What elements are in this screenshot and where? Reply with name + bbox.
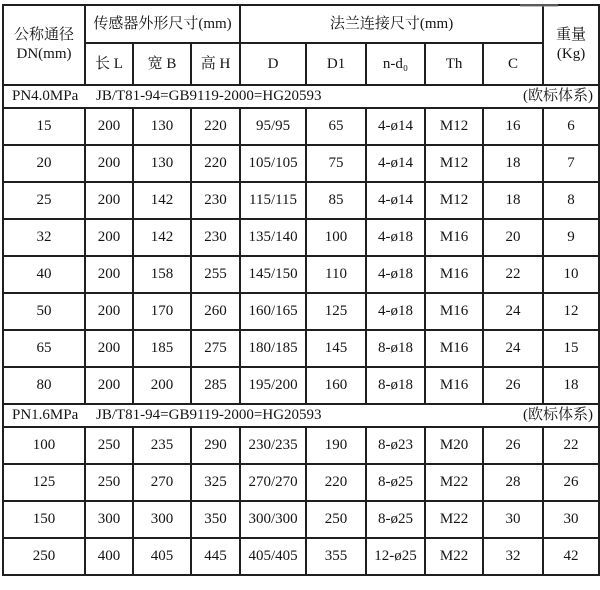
cell-width: 405 bbox=[133, 538, 191, 575]
cell-Th: M16 bbox=[425, 330, 483, 367]
section-bar-pn16 bbox=[3, 404, 599, 427]
header-weight-line1: 重量 bbox=[556, 27, 587, 44]
cell-D1: 75 bbox=[306, 145, 366, 182]
cell-Th: M22 bbox=[425, 464, 483, 501]
table-row bbox=[3, 464, 599, 501]
cell-nd0: 12-ø25 bbox=[366, 538, 425, 575]
cell-C: 24 bbox=[483, 293, 543, 330]
cell-C: 18 bbox=[483, 145, 543, 182]
cell-length: 200 bbox=[85, 367, 133, 404]
cell-weight: 9 bbox=[543, 219, 599, 256]
cell-dn: 15 bbox=[3, 108, 85, 145]
cell-nd0: 8-ø25 bbox=[366, 464, 425, 501]
cell-D: 270/270 bbox=[240, 464, 306, 501]
cell-nd0: 8-ø25 bbox=[366, 501, 425, 538]
header-weight bbox=[543, 5, 599, 85]
cell-nd0: 4-ø14 bbox=[366, 145, 425, 182]
cell-nd0: 4-ø18 bbox=[366, 219, 425, 256]
cell-D: 115/115 bbox=[240, 182, 306, 219]
cell-C: 16 bbox=[483, 108, 543, 145]
cell-width: 170 bbox=[133, 293, 191, 330]
cell-Th: M12 bbox=[425, 182, 483, 219]
cell-length: 400 bbox=[85, 538, 133, 575]
cell-Th: M16 bbox=[425, 256, 483, 293]
cell-C: 20 bbox=[483, 219, 543, 256]
cell-nd0: 8-ø18 bbox=[366, 367, 425, 404]
header-D1: D1 bbox=[306, 43, 366, 85]
cell-Th: M22 bbox=[425, 501, 483, 538]
cell-dn: 65 bbox=[3, 330, 85, 367]
cell-dn: 250 bbox=[3, 538, 85, 575]
cell-D1: 355 bbox=[306, 538, 366, 575]
table-row bbox=[3, 256, 599, 293]
cell-C: 22 bbox=[483, 256, 543, 293]
cell-C: 18 bbox=[483, 182, 543, 219]
cell-width: 200 bbox=[133, 367, 191, 404]
cell-C: 30 bbox=[483, 501, 543, 538]
cell-weight: 8 bbox=[543, 182, 599, 219]
header-D: D bbox=[240, 43, 306, 85]
cell-width: 270 bbox=[133, 464, 191, 501]
cell-Th: M16 bbox=[425, 219, 483, 256]
cell-weight: 15 bbox=[543, 330, 599, 367]
cell-width: 130 bbox=[133, 108, 191, 145]
cell-nd0: 8-ø23 bbox=[366, 427, 425, 464]
table-row bbox=[3, 330, 599, 367]
cell-dn: 50 bbox=[3, 293, 85, 330]
cell-weight: 18 bbox=[543, 367, 599, 404]
header-C: C bbox=[483, 43, 543, 85]
cell-dn: 25 bbox=[3, 182, 85, 219]
header-Th: Th bbox=[425, 43, 483, 85]
cell-length: 200 bbox=[85, 219, 133, 256]
cell-weight: 6 bbox=[543, 108, 599, 145]
cell-D1: 250 bbox=[306, 501, 366, 538]
cell-D: 160/165 bbox=[240, 293, 306, 330]
cell-height: 275 bbox=[191, 330, 240, 367]
cell-dn: 150 bbox=[3, 501, 85, 538]
table-row bbox=[3, 293, 599, 330]
section-note-label: (欧标体系) bbox=[523, 88, 594, 105]
cell-height: 230 bbox=[191, 219, 240, 256]
cell-weight: 26 bbox=[543, 464, 599, 501]
cell-dn: 100 bbox=[3, 427, 85, 464]
table-row bbox=[3, 538, 599, 575]
cell-height: 285 bbox=[191, 367, 240, 404]
header-nominal-diameter-line2: DN(mm) bbox=[16, 46, 72, 62]
cell-D: 105/105 bbox=[240, 145, 306, 182]
table-row bbox=[3, 182, 599, 219]
cell-length: 200 bbox=[85, 108, 133, 145]
cell-nd0: 4-ø14 bbox=[366, 182, 425, 219]
cell-height: 350 bbox=[191, 501, 240, 538]
cell-length: 200 bbox=[85, 256, 133, 293]
cell-D: 95/95 bbox=[240, 108, 306, 145]
table-row bbox=[3, 145, 599, 182]
cell-D1: 100 bbox=[306, 219, 366, 256]
cell-length: 250 bbox=[85, 427, 133, 464]
section-standard-label: JB/T81-94=GB9119-2000=HG20593 bbox=[96, 88, 322, 105]
cell-C: 24 bbox=[483, 330, 543, 367]
cell-height: 220 bbox=[191, 108, 240, 145]
cell-D1: 65 bbox=[306, 108, 366, 145]
cell-nd0: 4-ø18 bbox=[366, 256, 425, 293]
section-standard-label: JB/T81-94=GB9119-2000=HG20593 bbox=[96, 407, 322, 424]
cell-Th: M12 bbox=[425, 145, 483, 182]
cell-nd0: 4-ø14 bbox=[366, 108, 425, 145]
header-nominal-diameter-line1: 公称通径 bbox=[13, 27, 74, 44]
cell-D1: 125 bbox=[306, 293, 366, 330]
cell-width: 185 bbox=[133, 330, 191, 367]
cell-height: 260 bbox=[191, 293, 240, 330]
cell-weight: 30 bbox=[543, 501, 599, 538]
header-n-d0: n-d₀ bbox=[366, 43, 425, 85]
cell-weight: 42 bbox=[543, 538, 599, 575]
header-length-L: 长 L bbox=[85, 43, 133, 85]
cell-D1: 190 bbox=[306, 427, 366, 464]
cell-dn: 125 bbox=[3, 464, 85, 501]
cell-height: 325 bbox=[191, 464, 240, 501]
cell-length: 200 bbox=[85, 293, 133, 330]
section-bar-cell bbox=[3, 85, 599, 108]
dimension-spec-table bbox=[2, 4, 600, 576]
cell-C: 28 bbox=[483, 464, 543, 501]
cell-width: 142 bbox=[133, 182, 191, 219]
cell-C: 26 bbox=[483, 427, 543, 464]
cell-length: 250 bbox=[85, 464, 133, 501]
table-row bbox=[3, 427, 599, 464]
cell-D: 195/200 bbox=[240, 367, 306, 404]
cell-width: 300 bbox=[133, 501, 191, 538]
cell-height: 290 bbox=[191, 427, 240, 464]
cell-length: 200 bbox=[85, 330, 133, 367]
table-row bbox=[3, 367, 599, 404]
cell-D: 135/140 bbox=[240, 219, 306, 256]
cell-Th: M16 bbox=[425, 293, 483, 330]
cell-length: 200 bbox=[85, 145, 133, 182]
cell-weight: 7 bbox=[543, 145, 599, 182]
cell-weight: 22 bbox=[543, 427, 599, 464]
table-row bbox=[3, 219, 599, 256]
cell-width: 158 bbox=[133, 256, 191, 293]
cell-Th: M20 bbox=[425, 427, 483, 464]
cell-D: 145/150 bbox=[240, 256, 306, 293]
cell-D1: 145 bbox=[306, 330, 366, 367]
cell-nd0: 4-ø18 bbox=[366, 293, 425, 330]
table-row bbox=[3, 108, 599, 145]
header-sensor-dimensions-group: 传感器外形尺寸(mm) bbox=[85, 5, 240, 43]
cell-D1: 160 bbox=[306, 367, 366, 404]
cell-D1: 110 bbox=[306, 256, 366, 293]
cell-dn: 80 bbox=[3, 367, 85, 404]
cell-weight: 10 bbox=[543, 256, 599, 293]
cell-D1: 220 bbox=[306, 464, 366, 501]
cell-height: 220 bbox=[191, 145, 240, 182]
cell-C: 26 bbox=[483, 367, 543, 404]
header-weight-line2: (Kg) bbox=[556, 46, 586, 62]
cell-Th: M22 bbox=[425, 538, 483, 575]
header-nominal-diameter bbox=[3, 5, 85, 85]
cell-D: 405/405 bbox=[240, 538, 306, 575]
cell-D: 300/300 bbox=[240, 501, 306, 538]
cell-height: 445 bbox=[191, 538, 240, 575]
section-pressure-label: PN1.6MPa bbox=[12, 407, 79, 424]
section-note-label: (欧标体系) bbox=[523, 407, 594, 424]
header-flange-dimensions-group: 法兰连接尺寸(mm) bbox=[240, 5, 543, 43]
cell-width: 130 bbox=[133, 145, 191, 182]
cell-height: 230 bbox=[191, 182, 240, 219]
cell-width: 235 bbox=[133, 427, 191, 464]
section-bar-pn40 bbox=[3, 85, 599, 108]
cell-height: 255 bbox=[191, 256, 240, 293]
cell-C: 32 bbox=[483, 538, 543, 575]
cell-dn: 32 bbox=[3, 219, 85, 256]
cell-Th: M12 bbox=[425, 108, 483, 145]
table-row bbox=[3, 501, 599, 538]
cell-dn: 40 bbox=[3, 256, 85, 293]
header-width-B: 宽 B bbox=[133, 43, 191, 85]
cell-Th: M16 bbox=[425, 367, 483, 404]
cell-nd0: 8-ø18 bbox=[366, 330, 425, 367]
cell-dn: 20 bbox=[3, 145, 85, 182]
cell-D1: 85 bbox=[306, 182, 366, 219]
section-bar-cell bbox=[3, 404, 599, 427]
cell-length: 200 bbox=[85, 182, 133, 219]
cell-D: 230/235 bbox=[240, 427, 306, 464]
cropped-text-artifact bbox=[520, 4, 558, 7]
cell-weight: 12 bbox=[543, 293, 599, 330]
cell-length: 300 bbox=[85, 501, 133, 538]
header-height-H: 高 H bbox=[191, 43, 240, 85]
cell-D: 180/185 bbox=[240, 330, 306, 367]
section-pressure-label: PN4.0MPa bbox=[12, 88, 79, 105]
cell-width: 142 bbox=[133, 219, 191, 256]
